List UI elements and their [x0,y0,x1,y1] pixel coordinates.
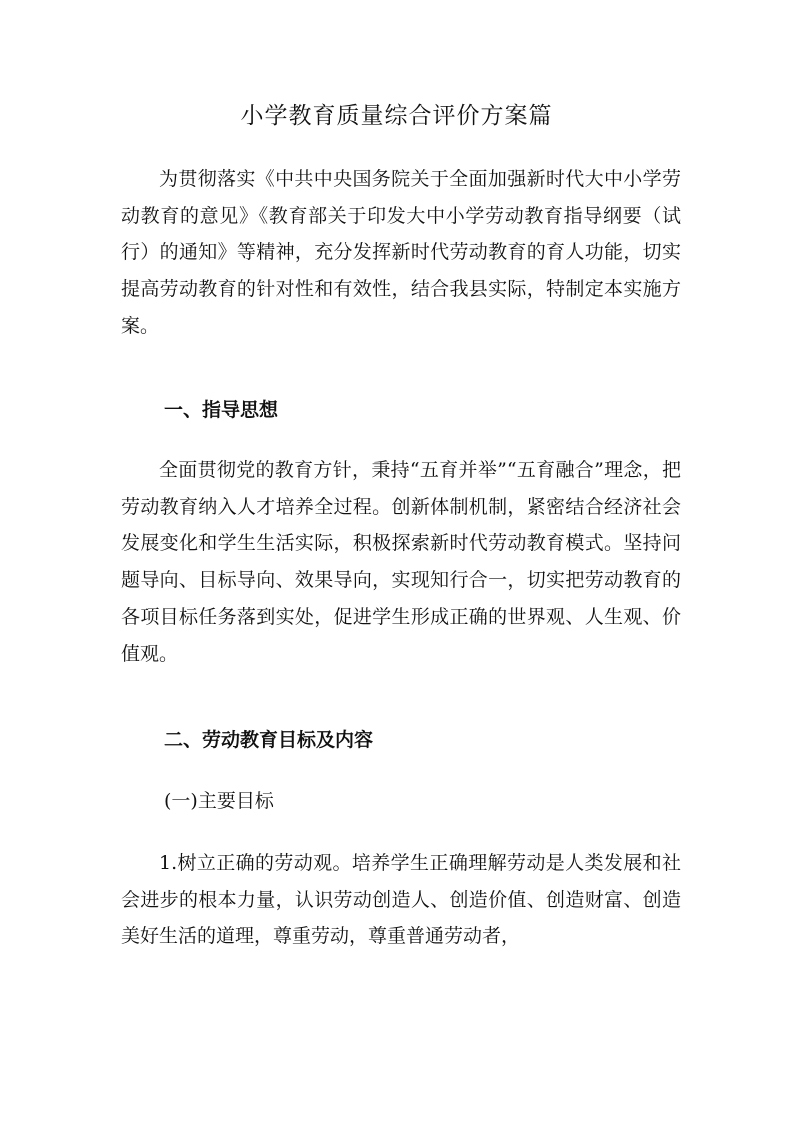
subsection-heading-main-goals: (一)主要目标 [164,790,274,812]
goal-1-paragraph: 1.树立正确的劳动观。培养学生正确理解劳动是人类发展和社会进步的根本力量，认识劳动创造人、创造价值、创造财富、创造美好生活的道理，尊重劳动，尊重普通劳动者， [121,852,681,948]
section-heading-goals-content: 二、劳动教育目标及内容 [164,729,374,751]
document-title: 小学教育质量综合评价方案篇 [240,103,553,129]
section-heading-guiding-ideology: 一、指导思想 [164,399,279,421]
intro-paragraph: 为贯彻落实《中共中央国务院关于全面加强新时代大中小学劳动教育的意见》《教育部关于印发大中小学劳动教育指导纲要（试行）的通知》等精神，充分发挥新时代劳动教育的育人功能，切实提高劳动教育的针对性和有效性，结合我县实际，特制定本实施方案。 [121,168,681,337]
guiding-ideology-paragraph: 全面贯彻党的教育方针，秉持“五育并举”“五育融合”理念，把劳动教育纳入人才培养全过程。创新体制机制，紧密结合经济社会发展变化和学生生活实际，积极探索新时代劳动教育模式。坚持问题导向、目标导向、效果导向，实现知行合一，切实把劳动教育的各项目标任务落到实处，促进学生形成正确的世界观、人生观、价值观。 [121,459,681,665]
